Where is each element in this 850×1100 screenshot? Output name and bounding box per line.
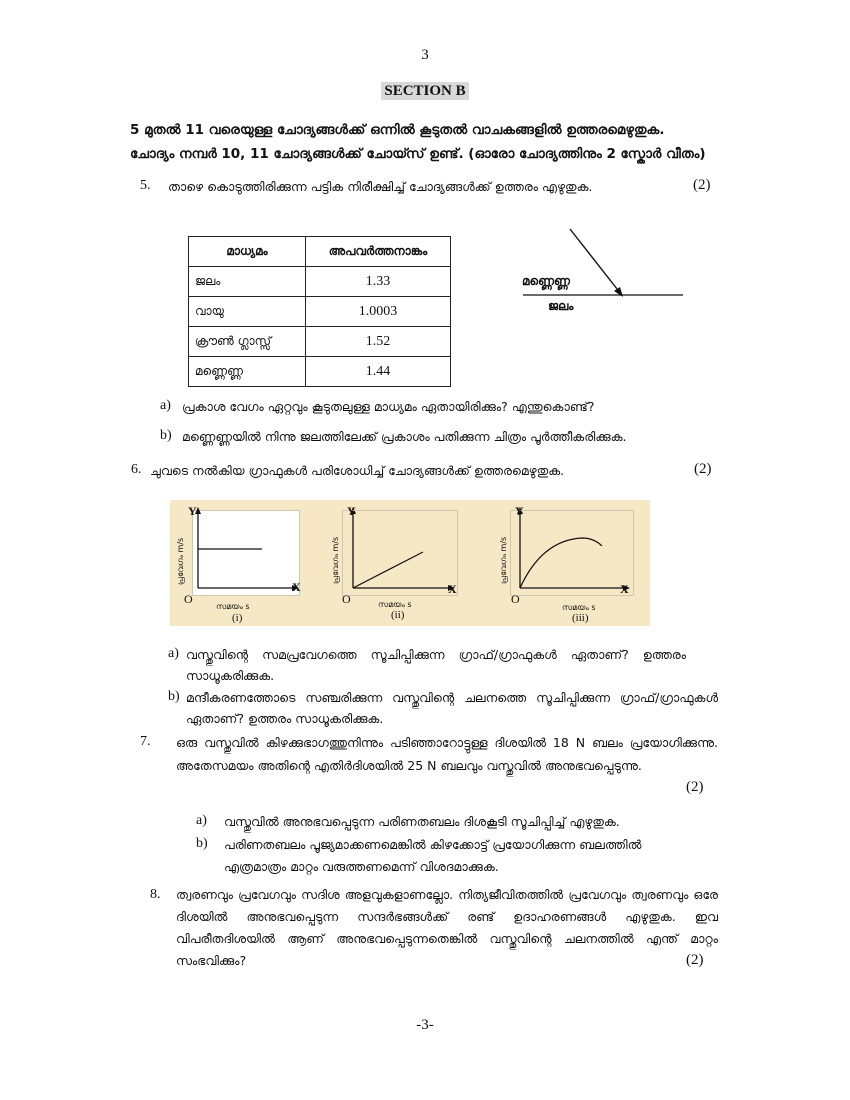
table-header-row [189, 237, 451, 267]
table-row [189, 357, 451, 387]
table-row [189, 267, 451, 297]
q7-text: ഒരു വസ്തുവിൽ കിഴക്കുഭാഗത്തുനിന്നും പടിഞ്ഞാറോട്ടുള്ള ദിശയിൽ 18 N ബലം പ്രയോഗിക്കുന്നു. അതേസമയം അതിന്റെ എതിർദിശയിൽ 25 N ബലവും വസ്തുവിൽ അനുഭവപ്പെടുന്നു. [176, 735, 718, 773]
page-number: 3 [421, 47, 429, 63]
q7b-text: പരിണതബലം പൂജ്യമാക്കണമെങ്കിൽ കിഴക്കോട്ട് പ്രയോഗിക്കുന്ന ബലത്തിൽ എത്രമാത്രം മാറ്റം വരുത്തണമെന്ന് വിശദമാക്കുക. [224, 837, 642, 874]
graph-ii-x-label: സമയം s [378, 600, 412, 609]
graph-ii-origin: O [342, 592, 351, 606]
table-row [189, 327, 451, 357]
q6b-text: മന്ദീകരണത്തോടെ സഞ്ചരിക്കുന്ന വസ്തുവിന്റെ ചലനത്തെ സൂചിപ്പിക്കുന്ന ഗ്രാഫ്/ഗ്രാഫുകൾ ഏതാണ്? ഉത്തരം സാധൂകരിക്കുക. [186, 690, 718, 726]
refractive-index-table [188, 236, 451, 387]
table-header: മാധ്യമം [189, 237, 306, 267]
graph-i-x-letter: X [292, 580, 301, 594]
table-cell-medium: വായു [189, 297, 306, 327]
ray-diagram [515, 225, 690, 320]
table-row [189, 297, 451, 327]
q6-text: ചുവടെ നൽകിയ ഗ്രാഫുകൾ പരിശോധിച്ച് ചോദ്യങ്ങൾക്ക് ഉത്തരമെഴുതുക. [150, 463, 565, 478]
instruction-line: ചോദ്യം നമ്പർ 10, 11 ചോദ്യങ്ങൾക്ക് ചോയ്സ് ഉണ്ട്. (ഓരോ ചോദ്യത്തിനും 2 സ്കോർ വീതം) [130, 146, 706, 162]
graph-iii-origin: O [511, 592, 520, 606]
graph-iii-x-letter: X [620, 582, 629, 596]
section-header [0, 82, 850, 100]
table-header: അപവർത്തനാങ്കം [306, 237, 451, 267]
graph-ii-y-label: പ്രവേഗം m/s [331, 536, 340, 584]
q6b-label: b) [168, 689, 180, 704]
q8-text: ത്വരണവും പ്രവേഗവും സദിശ അളവുകളാണല്ലോ. നിത്യജീവിതത്തിൽ പ്രവേഗവും ത്വരണവും ഒരേ ദിശയിൽ അനുഭവപ്പെടുന്ന സന്ദർഭങ്ങൾക്ക് രണ്ട് ഉദാഹരണങ്ങൾ എഴുതുക. ഇവ വിപരീതദിശയിൽ ആണ് അനുഭവപ്പെടുന്നതെങ്കിൽ വസ്തുവിന്റെ ചലനത്തിൽ എന്ത് മാറ്റം സംഭവിക്കും? [176, 887, 718, 968]
table-cell-value: 1.44 [306, 357, 451, 387]
graph-i-y-letter: Y [188, 504, 197, 518]
q7-number: 7. [140, 734, 151, 749]
footer-page-number: -3- [416, 1017, 434, 1033]
q5-marks: (2) [693, 177, 711, 193]
q5-text: താഴെ കൊടുത്തിരിക്കുന്ന പട്ടിക നിരീക്ഷിച്ച് ചോദ്യങ്ങൾക്ക് ഉത്തരം എഴുതുക. [168, 179, 593, 194]
medium-label-water: ജലം [548, 299, 574, 313]
q8-marks: (2) [686, 952, 704, 968]
graph-i-origin: O [184, 592, 193, 606]
q6-marks: (2) [694, 461, 712, 477]
graph-iii-x-label: സമയം s [562, 603, 596, 612]
graph-iii-frame [510, 510, 634, 596]
table-cell-value: 1.52 [306, 327, 451, 357]
graph-i-caption: (i) [232, 612, 243, 624]
q6-number: 6. [131, 462, 142, 477]
incident-ray [570, 229, 621, 294]
table-cell-value: 1.33 [306, 267, 451, 297]
q5a-text: പ്രകാശ വേഗം ഏറ്റവും കൂടുതലുള്ള മാധ്യമം ഏതായിരിക്കും? എന്തുകൊണ്ട്? [182, 399, 595, 414]
q5b-text: മണ്ണെണ്ണയിൽ നിന്നു ജലത്തിലേക്ക് പ്രകാശം പതിക്കുന്ന ചിത്രം പൂർത്തീകരിക്കുക. [182, 429, 627, 444]
graph-i-y-label: പ്രവേഗം m/s [176, 537, 185, 585]
q6a-label: a) [168, 646, 179, 661]
q5a-label: a) [160, 398, 171, 413]
q7b-label: b) [196, 836, 208, 851]
instructions [130, 118, 730, 166]
q7-marks: (2) [686, 779, 704, 795]
graph-ii-frame [342, 510, 458, 596]
q6a-text: വസ്തുവിന്റെ സമപ്രവേഗത്തെ സൂചിപ്പിക്കുന്ന ഗ്രാഫ്/ഗ്രാഫുകൾ ഏതാണ്? ഉത്തരം സാധൂകരിക്കുക. [186, 647, 686, 683]
q8-number: 8. [150, 887, 161, 902]
table-cell-medium: ക്രൗൺ ഗ്ലാസ്സ് [189, 327, 306, 357]
graph-ii-caption: (ii) [391, 609, 405, 621]
medium-label-kerosene: മണ്ണെണ്ണ [522, 274, 570, 288]
q7a-label: a) [196, 813, 207, 828]
graph-iii-y-letter: Y [515, 504, 524, 518]
graph-ii-y-letter: Y [347, 504, 356, 518]
q7a-text: വസ്തുവിൽ അനുഭവപ്പെടുന്ന പരിണതബലം ദിശകൂടി സൂചിപ്പിച്ച് എഴുതുക. [224, 814, 620, 829]
graph-iii-y-label: പ്രവേഗം m/s [499, 536, 508, 584]
table-cell-value: 1.0003 [306, 297, 451, 327]
q5b-label: b) [160, 428, 172, 443]
table-cell-medium: ജലം [189, 267, 306, 297]
table-cell-medium: മണ്ണെണ്ണ [189, 357, 306, 387]
graph-ii-x-letter: X [448, 582, 457, 596]
section-title: SECTION B [381, 82, 468, 100]
graph-iii-caption: (iii) [572, 612, 589, 624]
q5-number: 5. [140, 178, 151, 193]
instruction-line: 5 മുതൽ 11 വരെയുള്ള ചോദ്യങ്ങൾക്ക് ഒന്നിൽ കൂടുതൽ വാചകങ്ങളിൽ ഉത്തരമെഴുതുക. [130, 122, 665, 138]
graph-i-x-label: സമയം s [216, 602, 250, 611]
